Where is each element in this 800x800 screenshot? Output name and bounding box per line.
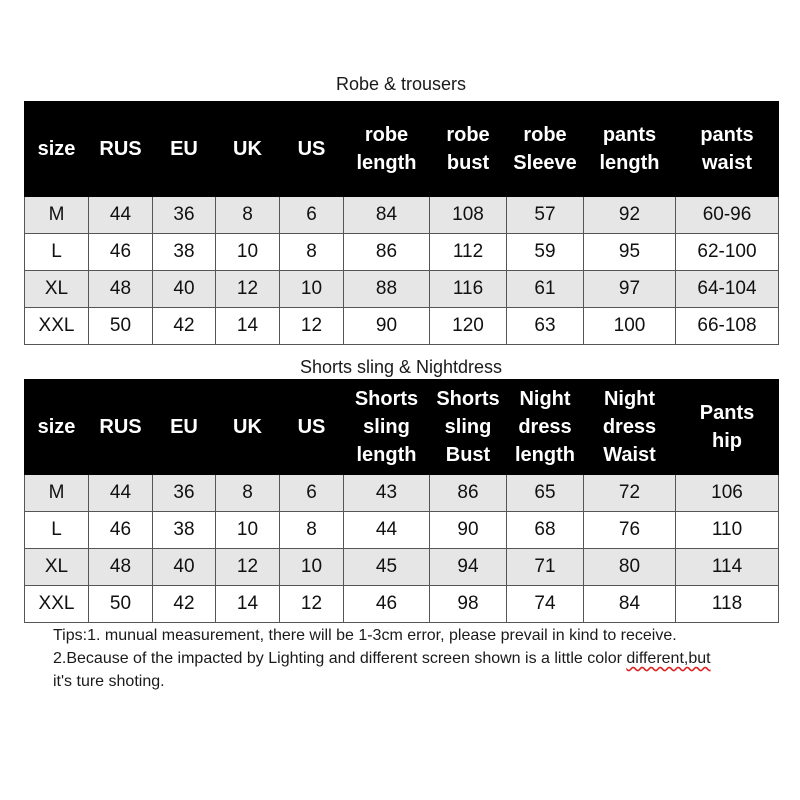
column-header-line: robe xyxy=(523,124,567,146)
measurement-cell: 14 xyxy=(216,586,280,623)
robe-trousers-title: Robe & trousers xyxy=(335,74,467,94)
column-header-line: Bust xyxy=(445,444,491,466)
column-header-line: waist xyxy=(701,152,753,174)
measurement-cell: 42 xyxy=(153,586,216,623)
table-row xyxy=(25,586,779,623)
measurement-cell: 45 xyxy=(344,549,430,586)
measurement-cell: 106 xyxy=(676,475,779,512)
column-header-line: dress xyxy=(602,416,657,438)
column-header xyxy=(89,102,153,197)
size-cell: M xyxy=(25,197,89,234)
measurement-cell: 43 xyxy=(344,475,430,512)
measurement-cell: 12 xyxy=(216,549,280,586)
tips-line-2 xyxy=(53,647,783,670)
measurement-cell: 120 xyxy=(430,308,507,345)
measurement-cell: 50 xyxy=(89,308,153,345)
column-header-line: bust xyxy=(446,152,490,174)
column-header xyxy=(216,380,280,475)
size-cell: XL xyxy=(25,271,89,308)
measurement-cell: 112 xyxy=(430,234,507,271)
measurement-cell: 44 xyxy=(89,475,153,512)
measurement-cell: 76 xyxy=(584,512,676,549)
column-header-line: hip xyxy=(712,430,742,452)
measurement-cell: 110 xyxy=(676,512,779,549)
measurement-cell: 90 xyxy=(344,308,430,345)
column-header-line: Shorts xyxy=(436,388,500,410)
column-header xyxy=(344,102,430,197)
measurement-cell: 38 xyxy=(153,512,216,549)
measurement-cell: 116 xyxy=(430,271,507,308)
column-header xyxy=(153,102,216,197)
column-header-line: length xyxy=(356,152,417,174)
measurement-cell: 46 xyxy=(89,234,153,271)
column-header-line: Night xyxy=(519,388,571,410)
measurement-cell: 42 xyxy=(153,308,216,345)
measurement-cell: 94 xyxy=(430,549,507,586)
measurement-cell: 38 xyxy=(153,234,216,271)
measurement-cell: 8 xyxy=(280,234,344,271)
column-header-line: RUS xyxy=(99,138,142,160)
measurement-cell: 64-104 xyxy=(676,271,779,308)
measurement-cell: 62-100 xyxy=(676,234,779,271)
measurement-cell: 36 xyxy=(153,475,216,512)
column-header-line: pants xyxy=(602,124,657,146)
table-row xyxy=(25,549,779,586)
column-header xyxy=(676,380,779,475)
measurement-cell: 71 xyxy=(507,549,584,586)
measurement-cell: 44 xyxy=(344,512,430,549)
measurement-cell: 12 xyxy=(280,308,344,345)
measurement-cell: 59 xyxy=(507,234,584,271)
column-header xyxy=(430,380,507,475)
column-header-line: RUS xyxy=(99,416,142,438)
table-row xyxy=(25,197,779,234)
measurement-cell: 108 xyxy=(430,197,507,234)
measurement-cell: 97 xyxy=(584,271,676,308)
column-header-line: UK xyxy=(233,416,262,438)
column-header xyxy=(216,102,280,197)
column-header-line: EU xyxy=(170,138,198,160)
column-header xyxy=(25,102,89,197)
column-header xyxy=(25,380,89,475)
table-header-row xyxy=(25,102,779,197)
shorts-nightdress-title: Shorts sling & Nightdress xyxy=(299,357,503,377)
column-header-line: robe xyxy=(446,124,490,146)
tips-line-2-text: 2.Because of the impacted by Lighting and different screen shown is a little color xyxy=(53,650,627,667)
size-cell: L xyxy=(25,512,89,549)
measurement-cell: 10 xyxy=(280,549,344,586)
measurement-cell: 8 xyxy=(216,197,280,234)
column-header-line: Waist xyxy=(603,444,656,466)
column-header-line: US xyxy=(297,416,326,438)
table-row xyxy=(25,234,779,271)
size-cell: XXL xyxy=(25,308,89,345)
measurement-cell: 86 xyxy=(344,234,430,271)
table-header-row xyxy=(25,380,779,475)
robe-trousers-size-table xyxy=(24,101,779,345)
column-header-line: length xyxy=(599,152,660,174)
measurement-cell: 57 xyxy=(507,197,584,234)
column-header xyxy=(584,102,676,197)
tips-line-3: it's ture shoting. xyxy=(53,673,165,690)
measurement-cell: 61 xyxy=(507,271,584,308)
column-header xyxy=(507,380,584,475)
measurement-cell: 100 xyxy=(584,308,676,345)
measurement-cell: 84 xyxy=(344,197,430,234)
measurement-cell: 46 xyxy=(89,512,153,549)
measurement-cell: 72 xyxy=(584,475,676,512)
size-cell: L xyxy=(25,234,89,271)
measurement-cell: 48 xyxy=(89,549,153,586)
measurement-cell: 44 xyxy=(89,197,153,234)
measurement-cell: 66-108 xyxy=(676,308,779,345)
measurement-cell: 86 xyxy=(430,475,507,512)
measurement-cell: 40 xyxy=(153,271,216,308)
measurement-cell: 74 xyxy=(507,586,584,623)
measurement-cell: 10 xyxy=(216,512,280,549)
measurement-cell: 48 xyxy=(89,271,153,308)
measurement-cell: 10 xyxy=(216,234,280,271)
column-header xyxy=(344,380,430,475)
measurement-cell: 8 xyxy=(280,512,344,549)
column-header-line: UK xyxy=(233,138,262,160)
column-header-line: length xyxy=(356,444,417,466)
measurement-cell: 90 xyxy=(430,512,507,549)
measurement-cell: 95 xyxy=(584,234,676,271)
measurement-cell: 6 xyxy=(280,197,344,234)
measurement-cell: 12 xyxy=(216,271,280,308)
column-header xyxy=(676,102,779,197)
measurement-cell: 80 xyxy=(584,549,676,586)
column-header-line: dress xyxy=(518,416,572,438)
column-header-line: pants xyxy=(700,124,754,146)
column-header xyxy=(89,380,153,475)
measurement-cell: 60-96 xyxy=(676,197,779,234)
measurement-cell: 114 xyxy=(676,549,779,586)
column-header-line: sling xyxy=(363,416,410,438)
tips-line-1: Tips:1. munual measurement, there will be 1-3cm error, please prevail in kind to receive. xyxy=(53,627,677,644)
column-header-line: EU xyxy=(170,416,198,438)
column-header-line: Sleeve xyxy=(513,152,577,174)
measurement-cell: 12 xyxy=(280,586,344,623)
column-header xyxy=(153,380,216,475)
column-header-line: Shorts xyxy=(354,388,419,410)
measurement-cell: 65 xyxy=(507,475,584,512)
measurement-cell: 98 xyxy=(430,586,507,623)
column-header-line: size xyxy=(37,138,76,160)
measurement-cell: 40 xyxy=(153,549,216,586)
column-header-line: length xyxy=(515,444,575,466)
column-header-line: Night xyxy=(603,388,656,410)
column-header xyxy=(280,102,344,197)
measurement-cell: 10 xyxy=(280,271,344,308)
column-header-line: robe xyxy=(364,124,409,146)
measurement-cell: 118 xyxy=(676,586,779,623)
table-row xyxy=(25,475,779,512)
column-header-line: Pants xyxy=(699,402,755,424)
column-header xyxy=(430,102,507,197)
measurement-cell: 14 xyxy=(216,308,280,345)
measurement-cell: 84 xyxy=(584,586,676,623)
table-row xyxy=(25,271,779,308)
tips-note xyxy=(53,624,783,693)
measurement-cell: 92 xyxy=(584,197,676,234)
measurement-cell: 6 xyxy=(280,475,344,512)
measurement-cell: 68 xyxy=(507,512,584,549)
measurement-cell: 88 xyxy=(344,271,430,308)
column-header-line: US xyxy=(297,138,326,160)
size-cell: XL xyxy=(25,549,89,586)
table-row xyxy=(25,512,779,549)
column-header-line: size xyxy=(37,416,76,438)
column-header xyxy=(507,102,584,197)
size-cell: M xyxy=(25,475,89,512)
column-header xyxy=(584,380,676,475)
measurement-cell: 8 xyxy=(216,475,280,512)
table-row xyxy=(25,308,779,345)
measurement-cell: 63 xyxy=(507,308,584,345)
size-cell: XXL xyxy=(25,586,89,623)
column-header xyxy=(280,380,344,475)
measurement-cell: 46 xyxy=(344,586,430,623)
measurement-cell: 36 xyxy=(153,197,216,234)
measurement-cell: 50 xyxy=(89,586,153,623)
column-header-line: sling xyxy=(444,416,492,438)
shorts-nightdress-size-table xyxy=(24,379,779,623)
spellcheck-flagged-word: different,but xyxy=(626,650,711,667)
